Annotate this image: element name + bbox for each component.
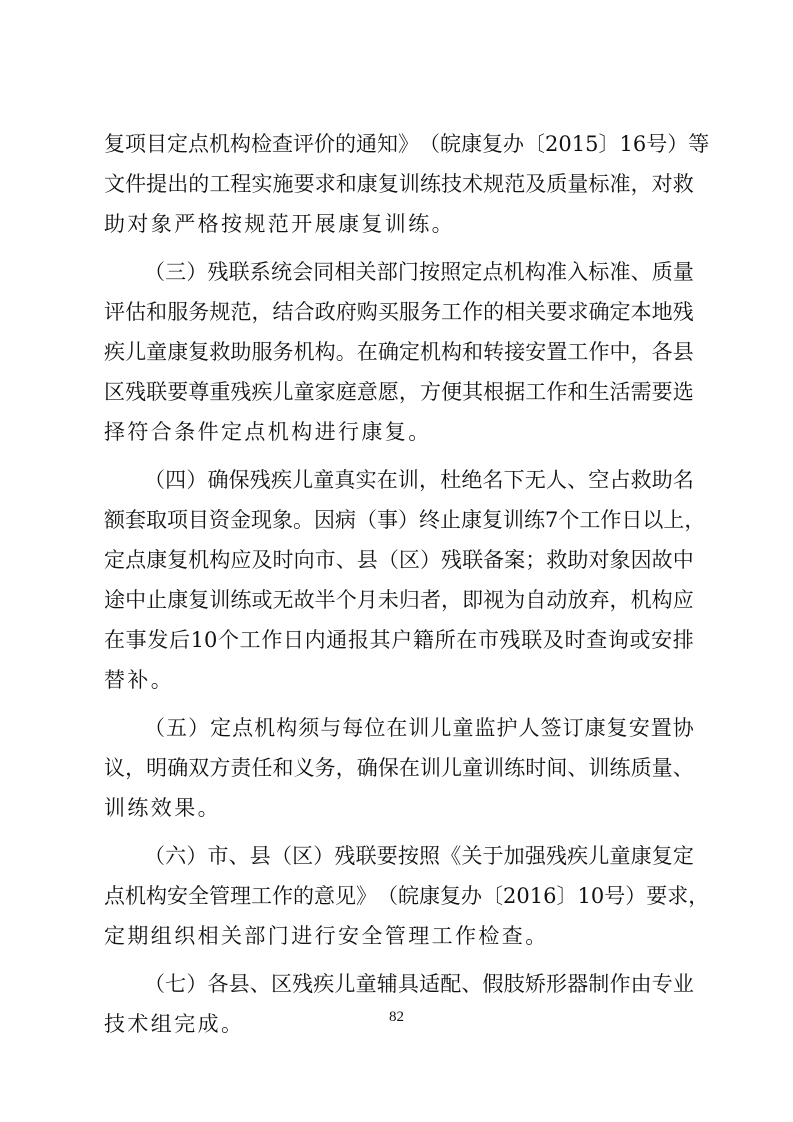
text-line: 复 项 目 定 点 机 构 检 查 评 价 的 通 知 》 （ 皖 康 复 办 〔 2015 〕 16 号 ） 等 [104,132,710,156]
paragraph-item-7 [104,964,694,1044]
text-line: 途 中 止 康 复 训 练 或 无 故 半 个 月 未 归 者 ， 即 视 为 自 动 放 弃 ， 机 构 应 [104,588,694,612]
paragraph-item-3 [104,252,694,452]
paragraph-item-6 [104,836,710,956]
text-line: （ 五 ） 定 点 机 构 须 与 每 位 在 训 儿 童 监 护 人 签 订 康 复 安 置 协 [144,716,694,740]
text-line: 助对象严格按规范开展康复训练。 [104,212,455,236]
text-line: 点 机 构 安 全 管 理 工 作 的 意 见 》 （ 皖 康 复 办 〔 2016 〕 10 号 ） 要 求 ， [104,884,710,908]
text-line: 议 ， 明 确 双 方 责 任 和 义 务 ， 确 保 在 训 儿 童 训 练 时 间 、 训 练 质 量 、 [104,756,694,780]
text-line: 额 套 取 项 目 资 金 现 象 。 因 病 （ 事 ） 终 止 康 复 训 练 7 个 工 作 日 以 上 ， [104,508,706,532]
paragraph-item-5 [104,708,694,828]
text-line: （ 四 ） 确 保 残 疾 儿 童 真 实 在 训 ， 杜 绝 名 下 无 人 、 空 占 救 助 名 [144,468,694,492]
paragraph-continuation [104,124,710,244]
text-line: 技术组完成。 [104,1012,245,1036]
text-line: 在 事 发 后 10 个 工 作 日 内 通 报 其 户 籍 所 在 市 残 联 及 时 查 询 或 安 排 [104,628,694,652]
text-line: 定期组织相关部门进行安全管理工作检查。 [104,924,549,948]
text-line: 评 估 和 服 务 规 范 ， 结 合 政 府 购 买 服 务 工 作 的 相 关 要 求 确 定 本 地 残 [104,300,694,324]
text-line: 定 点 康 复 机 构 应 及 时 向 市 、 县 （ 区 ） 残 联 备 案 ； 救 助 对 象 因 故 中 [104,548,694,572]
paragraph-item-4 [104,460,706,700]
text-line: （ 七 ） 各 县 、 区 残 疾 儿 童 辅 具 适 配 、 假 肢 矫 形 器 制 作 由 专 业 [144,972,694,996]
text-line: 替补。 [104,668,175,692]
text-line: 区 残 联 要 尊 重 残 疾 儿 童 家 庭 意 愿 ， 方 便 其 根 据 工 作 和 生 活 需 要 选 [104,380,694,404]
text-line: （ 三 ） 残 联 系 统 会 同 相 关 部 门 按 照 定 点 机 构 准 入 标 准 、 质 量 [144,260,694,284]
text-line: 文 件 提 出 的 工 程 实 施 要 求 和 康 复 训 练 技 术 规 范 及 质 量 标 准 ， 对 救 [104,172,694,196]
text-line: 择符合条件定点机构进行康复。 [104,420,432,444]
page-number: 82 [389,1009,404,1025]
text-line: 训练效果。 [104,796,221,820]
text-line: 疾 儿 童 康 复 救 助 服 务 机 构 。 在 确 定 机 构 和 转 接 安 置 工 作 中 ， 各 县 [104,340,694,364]
text-line: （ 六 ） 市 、 县 （ 区 ） 残 联 要 按 照 《 关 于 加 强 残 疾 儿 童 康 复 定 [144,844,694,868]
body-text [104,124,710,1044]
